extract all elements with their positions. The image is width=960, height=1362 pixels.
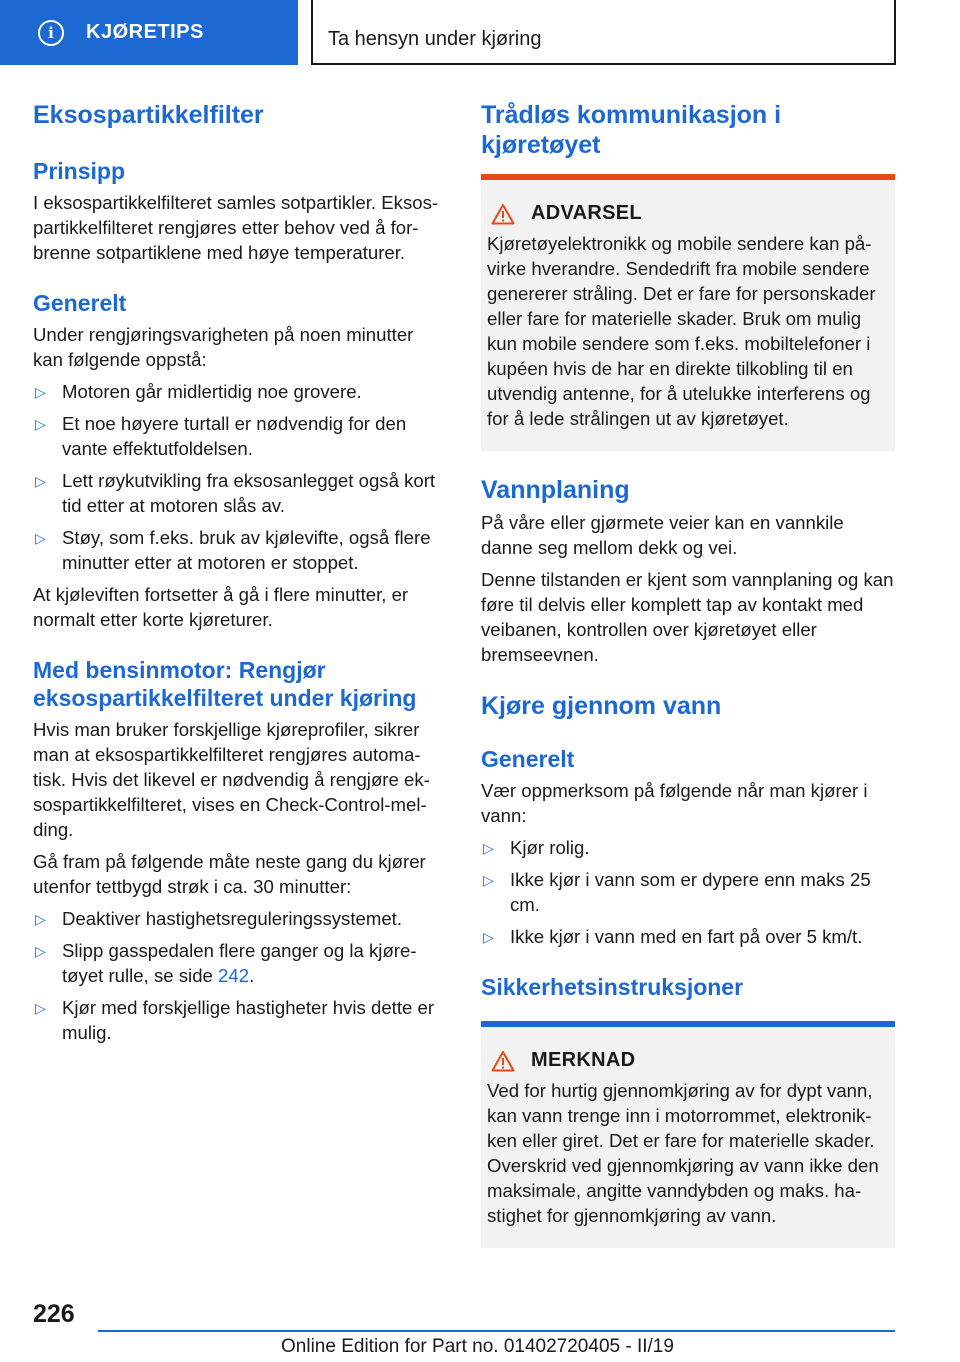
note-text: Ved for hurtig gjennomkjøring av for dypt vann, kan vann trenge inn i motorrommet, elektronik-ken eller giret. Det er fare for materielle skader. Overskrid ved gjennomkjøring av vann ikke den maksimale, angitte vanndybden og maks. ha-stighet for gjennomkjøring av vann.: [487, 1080, 879, 1226]
heading-vannplaning: Vannplaning: [481, 476, 630, 504]
heading-bensinmotor: Med bensinmotor: Rengjør eksospartikkelfilteret under kjøring: [33, 657, 417, 711]
paragraph-vannplaning-2: Denne tilstanden er kjent som vannplaning og kan føre til delvis eller komplett tap av kontakt med veibanen, kontrollen over kjøretøyet eller bremseevnen.: [481, 569, 894, 665]
header-section-tab: [0, 0, 298, 65]
triangle-bullet-icon: ▷: [35, 943, 46, 959]
heading-prinsipp: Prinsipp: [33, 158, 126, 184]
heading-eksospartikkelfilter: Eksospartikkelfilter: [33, 101, 264, 129]
header-chapter: [311, 0, 896, 65]
list-item: ▷ Kjør rolig.: [481, 835, 895, 860]
heading-sikkerhetsinstruksjoner: Sikkerhetsinstruksjoner: [481, 974, 744, 1000]
left-column: [33, 100, 447, 1045]
paragraph-generelt: Under rengjøringsvarigheten på noen minutter kan følgende oppstå:: [33, 324, 414, 370]
paragraph-vann: Vær oppmerksom på følgende når man kjører i vann:: [481, 780, 868, 826]
footer-divider: [98, 1330, 895, 1332]
list-bensin: [33, 906, 447, 1045]
warning-box: [481, 174, 895, 451]
paragraph-prinsipp: I eksospartikkelfilteret samles sotpartikler. Eksos-partikkelfilteret rengjøres etter behov ved å for-brenne sotpartiklene med høye temperaturer.: [33, 192, 439, 263]
note-header: [487, 1049, 885, 1072]
triangle-bullet-icon: ▷: [483, 840, 494, 856]
triangle-bullet-icon: ▷: [483, 929, 494, 945]
list-item: ▷ Lett røykutvikling fra eksosanlegget også kort tid etter at motoren slås av.: [35, 470, 436, 516]
info-icon: i: [38, 20, 64, 46]
list-item: ▷ Deaktiver hastighetsreguleringssystemet.: [33, 906, 447, 931]
heading-tradlos-kommunikasjon: Trådløs kommunikasjon i kjøretøyet: [481, 101, 782, 159]
warning-icon: [491, 1050, 515, 1072]
list-item: ▷ Ikke kjør i vann med en fart på over 5 km/t.: [481, 924, 895, 949]
heading-generelt: Generelt: [33, 290, 127, 316]
list-item: ▷ Motoren går midlertidig noe grovere.: [33, 379, 447, 404]
triangle-bullet-icon: ▷: [35, 384, 46, 400]
heading-kjore-gjennom-vann: Kjøre gjennom vann: [481, 692, 722, 720]
list-vann: [481, 835, 895, 949]
list-item: ▷ Et noe høyere turtall er nødvendig for den vante effektutfoldelsen.: [35, 413, 407, 459]
header-chapter-title: Ta hensyn under kjøring: [328, 28, 542, 50]
warning-icon: [491, 203, 515, 225]
note-title: MERKNAD: [531, 1049, 636, 1071]
triangle-bullet-icon: ▷: [35, 911, 46, 927]
warning-title: ADVARSEL: [531, 202, 642, 224]
triangle-bullet-icon: ▷: [35, 530, 46, 546]
warning-header: [487, 202, 885, 225]
right-column: [481, 100, 895, 1248]
footer-edition: Online Edition for Part no. 01402720405 - II/19: [281, 1336, 674, 1357]
page-number: 226: [33, 1300, 75, 1328]
triangle-bullet-icon: ▷: [483, 872, 494, 888]
paragraph-kjolevifte: At kjøleviften fortsetter å gå i flere minutter, er normalt etter korte kjøreturer.: [33, 584, 409, 630]
header-section-title: KJØRETIPS: [86, 21, 204, 43]
list-item: ▷ Støy, som f.eks. bruk av kjølevifte, også flere minutter etter at motoren er stoppet.: [35, 527, 431, 573]
paragraph-bensin-2: Gå fram på følgende måte neste gang du kjører utenfor tettbygd strøk i ca. 30 minutter:: [33, 851, 426, 897]
warning-text: Kjøretøyelektronikk og mobile sendere kan på-virke hverandre. Sendedrift fra mobile sendere genererer stråling. Det er fare for personskader eller fare for materielle skader. Bruk om mulig kun mobile sendere som f.eks. mobiltelefoner i kupéen hvis de har en direkte tilkobling til en utvendig antenne, for å utelukke interferens og for å lede strålingen ut av kjøretøyet.: [487, 233, 876, 429]
triangle-bullet-icon: ▷: [35, 416, 46, 432]
note-box: [481, 1021, 895, 1248]
list-item: ▷ Kjør med forskjellige hastigheter hvis dette er mulig.: [35, 997, 435, 1043]
page-link-242[interactable]: 242: [218, 965, 250, 986]
list-item: ▷ Ikke kjør i vann som er dypere enn maks 25 cm.: [483, 869, 871, 915]
triangle-bullet-icon: ▷: [35, 1000, 46, 1016]
paragraph-bensin-1: Hvis man bruker forskjellige kjøreprofiler, sikrer man at eksospartikkelfilteret rengjøres automa-tisk. Hvis det likevel er nødvendig å rengjøre ek-sospartikkelfilteret, vises en Check-Control-mel-ding.: [33, 719, 430, 840]
heading-generelt-vann: Generelt: [481, 746, 575, 772]
triangle-bullet-icon: ▷: [35, 473, 46, 489]
paragraph-vannplaning-1: På våre eller gjørmete veier kan en vannkile danne seg mellom dekk og vei.: [481, 512, 844, 558]
list-generelt: [33, 379, 447, 575]
list-item: ▷ Slipp gasspedalen flere ganger og la kjøre-tøyet rulle, se side 242.: [35, 940, 417, 986]
